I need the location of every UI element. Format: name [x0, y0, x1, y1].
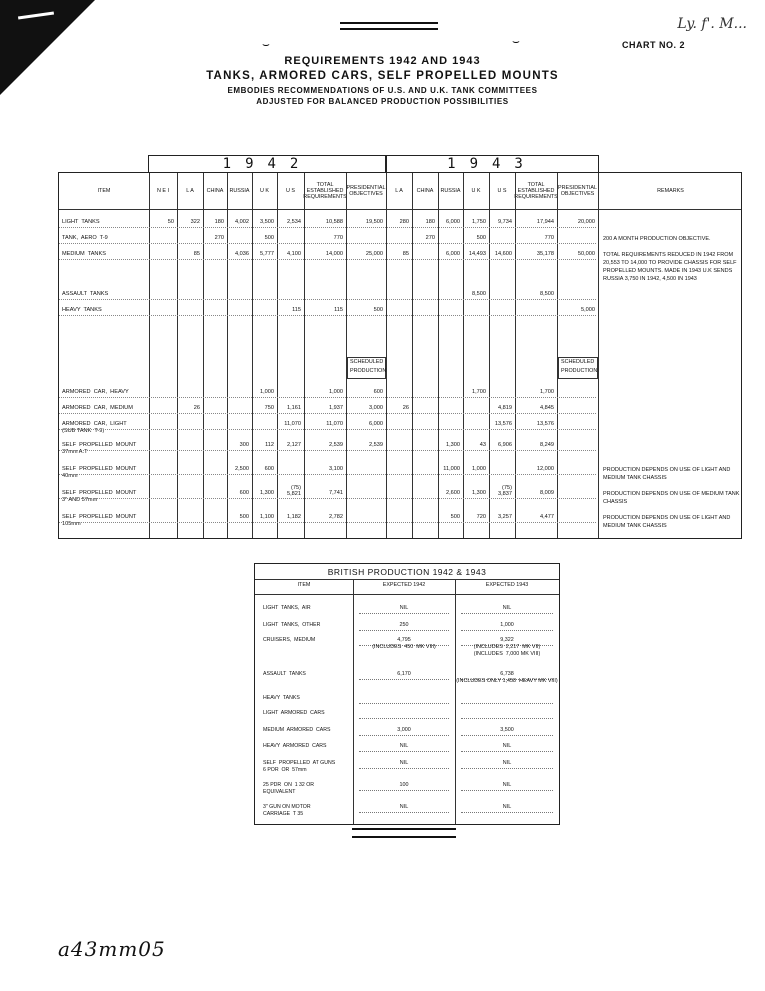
col-total: TOTAL ESTABLISHED REQUIREMENTS — [303, 182, 347, 200]
row-guide — [59, 413, 596, 414]
cell-total: 10,588 — [325, 219, 343, 225]
col-la: L A — [186, 188, 194, 194]
cell-la43: 280 — [399, 219, 409, 225]
cell-us: 115 — [292, 307, 301, 313]
col-us: U S — [286, 188, 295, 194]
row-label: LIGHT TANKS — [62, 219, 100, 225]
col-us-1943: U S — [497, 188, 507, 194]
british-row-guide — [359, 630, 449, 631]
british-row-guide — [359, 613, 449, 614]
cell-uk43: 500 — [476, 235, 486, 241]
col-china-1943: CHINA — [416, 188, 434, 194]
cell-pres: 25,000 — [365, 251, 383, 257]
cell-uk: 1,000 — [260, 389, 274, 395]
col-item: ITEM — [97, 188, 111, 194]
british-value-e43: NIL — [502, 760, 512, 766]
cell-russia43: 6,000 — [446, 251, 460, 257]
cell-russia43: 11,000 — [443, 466, 460, 472]
british-row-item: MEDIUM ARMORED CARS — [263, 727, 331, 733]
cell-uk43: 1,700 — [472, 389, 486, 395]
cell-la43: 26 — [402, 405, 409, 411]
row-label: ARMORED CAR, LIGHT (SUB TANK T-9) — [62, 421, 127, 434]
cell-uk43: 720 — [476, 514, 486, 520]
british-value-e42: NIL — [399, 605, 409, 611]
cell-us: 11,070 — [284, 421, 301, 427]
cell-pres43: 20,000 — [577, 219, 595, 225]
col-remarks: REMARKS — [657, 188, 684, 194]
cell-us: 1,161 — [287, 405, 301, 411]
british-row-guide — [359, 735, 449, 736]
row-guide — [59, 450, 596, 451]
cell-la: 85 — [193, 251, 200, 257]
cell-russia43: 1,300 — [446, 442, 460, 448]
header-rule — [59, 209, 741, 210]
cell-uk43: 14,493 — [468, 251, 486, 257]
row-guide — [59, 522, 596, 523]
cell-russia: 600 — [239, 490, 249, 496]
british-col-item: ITEM — [297, 582, 311, 588]
row-remark: PRODUCTION DEPENDS ON USE OF MEDIUM TANK CHASSIS — [603, 491, 740, 505]
row-remark: PRODUCTION DEPENDS ON USE OF LIGHT AND MEDIUM TANK CHASSIS — [603, 467, 731, 481]
column-divider — [598, 173, 599, 538]
row-guide — [59, 259, 596, 260]
cell-pres: 3,000 — [369, 405, 383, 411]
handwritten-archive-id: a43mm05 — [58, 937, 166, 961]
requirements-grid — [58, 172, 742, 539]
row-label: TANK, AERO T-9 — [62, 235, 108, 241]
cell-uk43: 1,750 — [472, 219, 486, 225]
row-guide — [59, 429, 596, 430]
british-row-guide — [461, 718, 553, 719]
british-row-item: SELF PROPELLED AT GUNS 6 POR OR 57mm — [263, 760, 336, 773]
cell-russia: 4,036 — [235, 251, 249, 257]
british-row-item: 25 PDR ON 1 32 OR EQUIVALENT — [263, 782, 315, 795]
cell-total: 11,070 — [326, 421, 343, 427]
cell-total43: 4,477 — [540, 514, 554, 520]
cell-us: 2,127 — [287, 442, 301, 448]
british-row-item: CRUISERS, MEDIUM — [263, 637, 316, 643]
cell-total43: 8,009 — [540, 490, 554, 496]
cell-total: 3,100 — [329, 466, 343, 472]
cell-us: (75) 5,821 — [287, 485, 301, 497]
cell-us43: 4,819 — [498, 405, 512, 411]
cell-china: 180 — [214, 219, 224, 225]
cell-russia43: 2,600 — [446, 490, 460, 496]
cell-us43: 9,734 — [498, 219, 512, 225]
cell-russia: 300 — [239, 442, 249, 448]
cell-la: 26 — [193, 405, 200, 411]
british-value-e43: NIL — [502, 605, 512, 611]
chart-number: CHART NO. 2 — [622, 40, 686, 50]
row-label: ASSAULT TANKS — [62, 291, 109, 297]
british-row-guide — [461, 751, 553, 752]
cell-la43: 85 — [402, 251, 409, 257]
cell-uk: 3,500 — [260, 219, 274, 225]
cell-pres: 600 — [373, 389, 383, 395]
cell-total: 1,000 — [329, 389, 343, 395]
british-row-guide — [461, 790, 553, 791]
col-china: CHINA — [206, 188, 224, 194]
row-guide — [59, 474, 596, 475]
cell-russia43: 500 — [450, 514, 460, 520]
british-value-e42: NIL — [399, 743, 409, 749]
british-value-e42: 4,795 (INCLUDES 450 MK VIII) — [372, 637, 436, 650]
requirements-table — [58, 155, 742, 539]
cell-uk43: 1,300 — [472, 490, 486, 496]
row-guide — [59, 227, 596, 228]
cell-us43: 6,906 — [498, 442, 512, 448]
row-label: MEDIUM TANKS — [62, 251, 106, 257]
col-uk-1943: U K — [471, 188, 481, 194]
cell-us: 4,100 — [287, 251, 301, 257]
british-row-guide — [359, 790, 449, 791]
row-label: ARMORED CAR, MEDIUM — [62, 405, 133, 411]
cell-russia: 500 — [239, 514, 249, 520]
cell-uk: 750 — [264, 405, 274, 411]
british-value-e43: NIL — [502, 782, 512, 788]
cell-pres: 2,539 — [369, 442, 383, 448]
col-nei: N E I — [157, 188, 169, 194]
row-label: HEAVY TANKS — [62, 307, 102, 313]
cell-uk: 5,777 — [260, 251, 274, 257]
cell-uk: 1,300 — [260, 490, 274, 496]
scheduled-production-label: SCHEDULED PRODUCTION — [347, 357, 386, 379]
top-double-rule — [340, 22, 438, 30]
doc-subtitle: TANKS, ARMORED CARS, SELF PROPELLED MOUNTS — [206, 70, 559, 82]
british-header-rule — [255, 594, 559, 595]
british-col-1943: EXPECTED 1943 — [485, 582, 529, 588]
scheduled-production-label-1943: SCHEDULED PRODUCTION — [558, 357, 598, 379]
british-row-guide — [461, 812, 553, 813]
handwritten-signature: Ly. f'. M... — [677, 16, 747, 32]
cell-uk43: 43 — [479, 442, 486, 448]
british-row-guide — [359, 679, 449, 680]
british-table-title: BRITISH PRODUCTION 1942 & 1943 — [327, 567, 487, 577]
british-col-1942: EXPECTED 1942 — [382, 582, 426, 588]
cell-total: 7,741 — [329, 490, 343, 496]
cell-uk: 1,100 — [260, 514, 274, 520]
cell-china: 270 — [214, 235, 224, 241]
doc-note-2: ADJUSTED FOR BALANCED PRODUCTION POSSIBILITIES — [256, 97, 509, 106]
cell-total: 2,782 — [329, 514, 343, 520]
cell-china43: 270 — [425, 235, 435, 241]
british-row-item: HEAVY TANKS — [263, 695, 300, 701]
british-title-rule — [255, 579, 559, 580]
col-la-1943: L A — [395, 188, 403, 194]
bottom-rule — [352, 836, 456, 838]
british-value-e42: 6,170 — [397, 671, 411, 677]
cell-total43: 17,944 — [536, 219, 554, 225]
col-russia: RUSSIA — [229, 188, 250, 194]
british-row-guide — [359, 703, 449, 704]
british-value-e43: NIL — [502, 804, 512, 810]
decorative-swoosh-icon: ⌣ — [512, 34, 520, 48]
cell-total43: 35,178 — [536, 251, 554, 257]
british-value-e42: NIL — [399, 804, 409, 810]
cell-russia43: 6,000 — [446, 219, 460, 225]
decorative-swoosh-icon: ⌣ — [262, 37, 270, 51]
cell-us43: 13,576 — [494, 421, 512, 427]
cell-total: 1,937 — [329, 405, 343, 411]
col-uk: U K — [260, 188, 269, 194]
cell-pres: 6,000 — [369, 421, 383, 427]
cell-us43: 3,257 — [498, 514, 512, 520]
row-remark: TOTAL REQUIREMENTS REDUCED IN 1942 FROM 20,553 TO 14,000 TO PROVIDE CHASSIS FOR SELF PROPELLED MOUNTS. MADE IN 1943 U.K SENDS RUSSIA 3,750 IN 1942, 4,500 IN 1943 — [603, 252, 737, 282]
british-production-table — [254, 563, 560, 825]
cell-total43: 4,845 — [540, 405, 554, 411]
british-row-guide — [359, 812, 449, 813]
bottom-rule — [352, 828, 456, 830]
cell-uk: 500 — [264, 235, 274, 241]
british-value-e42: 3,000 — [397, 727, 411, 733]
row-guide — [59, 299, 596, 300]
cell-total43: 8,500 — [540, 291, 554, 297]
cell-us: 1,182 — [287, 514, 301, 520]
cell-pres43: 5,000 — [581, 307, 595, 313]
row-guide — [59, 315, 596, 316]
cell-nei: 50 — [167, 219, 174, 225]
british-row-guide — [461, 768, 553, 769]
cell-total43: 1,700 — [540, 389, 554, 395]
cell-pres43: 50,000 — [577, 251, 595, 257]
british-value-e42: 250 — [399, 622, 409, 628]
cell-la: 322 — [190, 219, 200, 225]
british-value-e43: 9,322 (INCLUDES 2,217 MK VII) (INCLUDES 7,000 MK VIII) — [473, 637, 541, 657]
british-row-guide — [359, 751, 449, 752]
british-value-e43: NIL — [502, 743, 512, 749]
cell-russia: 4,002 — [235, 219, 249, 225]
cell-total43: 13,576 — [536, 421, 554, 427]
british-row-guide — [461, 735, 553, 736]
col-presidential: PRESIDENTIAL OBJECTIVES — [346, 185, 386, 197]
british-row-guide — [461, 613, 553, 614]
cell-pres: 500 — [373, 307, 383, 313]
cell-total43: 12,000 — [536, 466, 554, 472]
row-label: SELF PROPELLED MOUNT 105mm — [62, 514, 137, 527]
cell-total: 770 — [333, 235, 343, 241]
british-row-guide — [359, 718, 449, 719]
row-label: SELF PROPELLED MOUNT 37mm A.T — [62, 442, 137, 455]
year-1943-header: 1943 — [385, 155, 599, 172]
col-total-1943: TOTAL ESTABLISHED REQUIREMENTS — [514, 182, 558, 200]
year-1942-header: 1942 — [148, 155, 387, 172]
cell-total: 2,539 — [329, 442, 343, 448]
cell-total43: 8,249 — [540, 442, 554, 448]
row-label: ARMORED CAR, HEAVY — [62, 389, 129, 395]
cell-uk43: 8,500 — [472, 291, 486, 297]
british-row-item: ASSAULT TANKS — [263, 671, 306, 677]
row-remark: PRODUCTION DEPENDS ON USE OF LIGHT AND MEDIUM TANK CHASSIS — [603, 515, 731, 529]
cell-total43: 770 — [544, 235, 554, 241]
british-row-guide — [461, 630, 553, 631]
british-row-guide — [461, 703, 553, 704]
british-row-guide — [359, 768, 449, 769]
cell-uk: 112 — [265, 442, 274, 448]
british-value-e42: NIL — [399, 760, 409, 766]
british-value-e43: 6,738 (INCLUDES ONLY 1,458 HEAVY MK VIII) — [456, 671, 558, 684]
doc-note-1: EMBODIES RECOMMENDATIONS OF U.S. AND U.K. TANK COMMITTEES — [227, 86, 538, 95]
row-label: SELF PROPELLED MOUNT 3" AND 57mm — [62, 490, 137, 503]
cell-uk: 600 — [264, 466, 274, 472]
cell-us: 2,534 — [287, 219, 301, 225]
row-guide — [59, 397, 596, 398]
british-row-item: LIGHT TANKS, OTHER — [263, 622, 321, 628]
british-row-item: HEAVY ARMORED CARS — [263, 743, 327, 749]
british-value-e43: 1,000 — [500, 622, 514, 628]
cell-uk43: 1,000 — [472, 466, 486, 472]
british-row-item: 3" GUN ON MOTOR CARRIAGE T 35 — [263, 804, 311, 817]
row-label: SELF PROPELLED MOUNT 40mm — [62, 466, 137, 479]
british-row-item: LIGHT TANKS, AIR — [263, 605, 311, 611]
row-remark: 200 A MONTH PRODUCTION OBJECTIVE. — [603, 236, 711, 242]
british-value-e42: 100 — [399, 782, 409, 788]
col-russia-1943: RUSSIA — [440, 188, 461, 194]
row-guide — [59, 243, 596, 244]
british-value-e43: 3,500 — [500, 727, 514, 733]
cell-total: 14,000 — [325, 251, 343, 257]
cell-china43: 180 — [425, 219, 435, 225]
cell-us43: (75) 3,837 — [498, 485, 512, 497]
cell-pres: 19,500 — [365, 219, 383, 225]
cell-russia: 2,500 — [235, 466, 249, 472]
row-guide — [59, 498, 596, 499]
cell-us43: 14,600 — [494, 251, 512, 257]
doc-title: REQUIREMENTS 1942 AND 1943 — [284, 55, 481, 67]
cell-total: 115 — [334, 307, 343, 313]
col-presidential-1943: PRESIDENTIAL OBJECTIVES — [558, 185, 597, 197]
british-row-item: LIGHT ARMORED CARS — [263, 710, 325, 716]
